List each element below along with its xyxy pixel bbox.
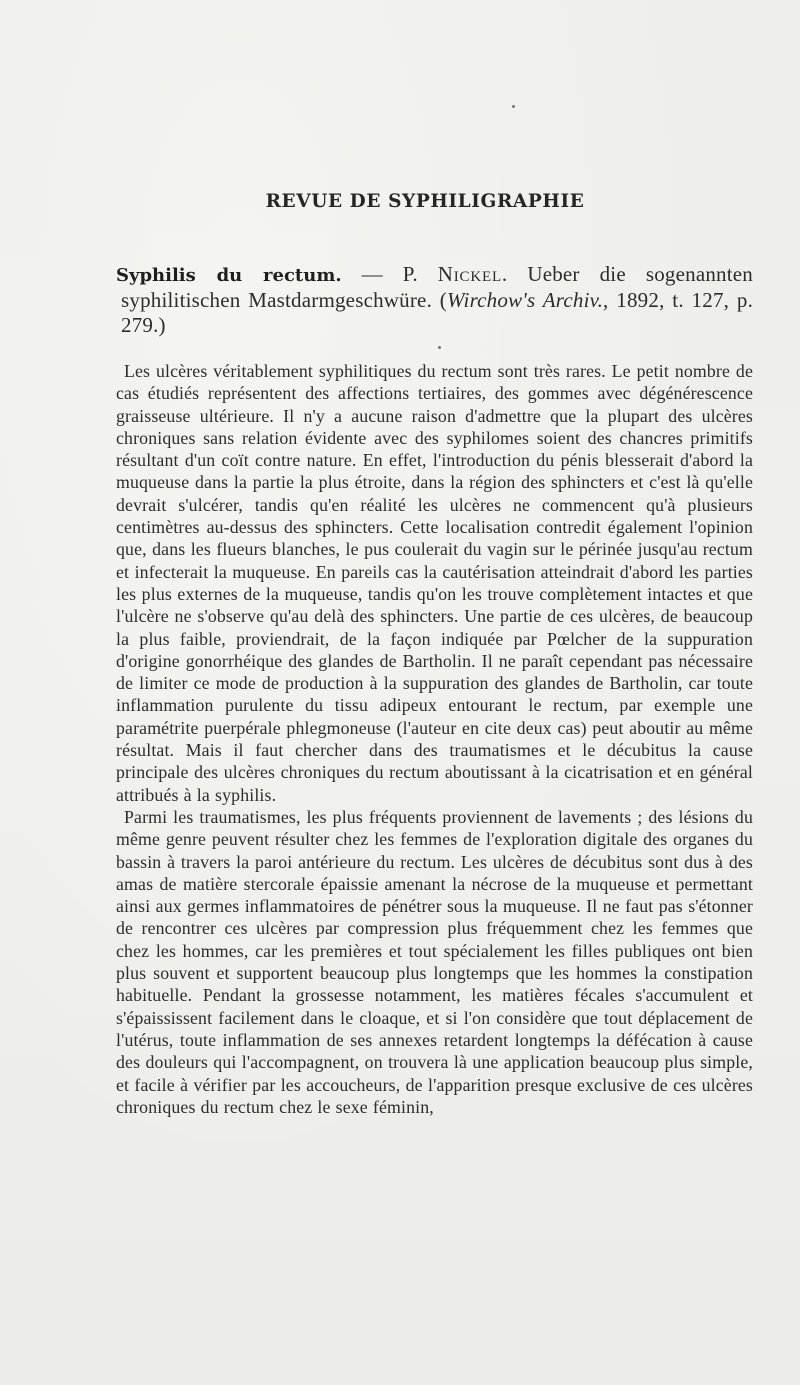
author-surname: Nickel <box>437 262 502 286</box>
citation-details: , 1892, t. 127, p. 279.) <box>121 288 754 337</box>
article-heading <box>116 262 753 338</box>
paper-speck <box>512 105 515 108</box>
journal-title: REVUE DE SYPHILIGRAPHIE <box>265 191 585 212</box>
paragraph: Les ulcères véritablement syphilitiques du rectum sont très rares. Le petit nombre de cas étudiés représentent des affections tertiaires, des gommes avec dégénérescence graisseuse ultérieure. Il n'y a aucune raison d'admettre que la plupart des ulcères chroniques sans relation évidente avec des syphilomes soient des chancres primitifs résultant d'un coït contre nature. En effet, l'introduction du pénis blesserait d'abord la muqueuse dans la partie la plus étroite, dans la région des sphincters et c'est là qu'elle devrait s'ulcérer, tandis qu'en réalité les ulcères ne commencent qu'à plusieurs centimètres au-dessus des sphincters. Cette localisation contredit également l'opinion que, dans les flueurs blanches, le pus coulerait du vagin sur le périnée jusqu'au rectum et infecterait la muqueuse. En pareils cas la cautérisation atteindrait d'abord les parties les plus externes de la muqueuse, tandis qu'on les trouve complètement intactes et que l'ulcère ne s'observe qu'au delà des sphincters. Une partie de ces ulcères, de beaucoup la plus faible, proviendrait, de la façon indiquée par Pœlcher de la suppuration d'origine gonorrhéique des glandes de Bartholin. Il ne paraît cependant pas nécessaire de limiter ce mode de production à la suppuration des glandes de Bartholin, car toute inflammation purulente du tissu adipeux entourant le rectum, par exemple une paramétrite puerpérale phlegmoneuse (l'auteur en cite deux cas) peut aboutir au même résultat. Mais il faut chercher dans des traumatismes et le décubitus la cause principale des ulcères chroniques du rectum aboutissant à la cicatrisation et en général attribués à la syphilis. <box>116 361 753 805</box>
article-body <box>116 262 753 1118</box>
paragraph: Parmi les traumatismes, les plus fréquents proviennent de lavements ; des lésions du même genre peuvent résulter chez les femmes de l'exploration digitale des organes du bassin à travers la paroi antérieure du rectum. Les ulcères de décubitus sont dus à des amas de matière stercorale épaissie amenant la nécrose de la muqueuse et permettant ainsi aux germes inflammatoires de pénétrer sous la muqueuse. Il ne faut pas s'étonner de rencontrer ces ulcères par compression plus fréquemment chez les femmes que chez les hommes, car les premières et tout spécialement les filles publiques ont bien plus souvent et supportent beaucoup plus longtemps que les hommes la constipation habituelle. Pendant la grossesse notamment, les matières fécales s'accumulent et s'épaississent facilement dans le cloaque, et si l'on considère que tout déplacement de l'utérus, toute inflammation de ses annexes retardent longtemps la défécation à cause des douleurs qui l'accompagnent, on trouvera là une application beaucoup plus simple, et facile à vérifier par les accoucheurs, de l'apparition presque exclusive de ces ulcères chroniques du rectum chez le sexe féminin, <box>116 806 753 1117</box>
author-initial: P. <box>402 262 438 286</box>
heading-dash: — <box>341 262 403 286</box>
citation-text: . Ueber die sogenannten syphilitischen Mastdarmgeschwüre. ( <box>121 262 754 312</box>
journal-name: Wirchow's Archiv. <box>447 288 604 312</box>
article-title: Syphilis du rectum. <box>116 265 342 286</box>
